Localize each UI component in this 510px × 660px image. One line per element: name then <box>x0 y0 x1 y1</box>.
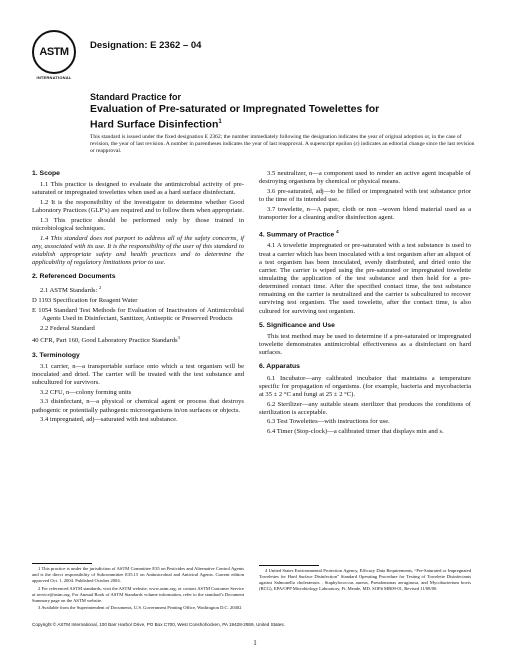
footnotes-right <box>259 568 471 594</box>
astm-standards-label: 2.1 ASTM Standards: <box>40 287 98 295</box>
para-6-3: 6.3 Test Towelettes—with instructions for use. <box>267 418 390 426</box>
footnote-2: 2 For referenced ASTM standards, visit the ASTM website, www.astm.org, or contact ASTM Customer Service at service@astm.org. For Annual Book of ASTM Standards volume information, refer to the standard’s Document Summary page on the ASTM website. <box>32 585 244 603</box>
ref-e1054: E 1054 Standard Test Methods for Evaluation of Inactivators of Antimicrobial Agents Used in Disinfectant, Sanitizer, Antiseptic or Preserved Products <box>32 306 244 323</box>
para-2-1 <box>32 284 244 295</box>
ref-d1193: D 1193 Specification for Reagent Water <box>32 297 138 305</box>
title-kicker: Standard Practice for <box>90 92 182 102</box>
section-heading-terminology: 3. Terminology <box>32 351 80 359</box>
para-3-1: 3.1 carrier, n—a transportable surface onto which a test organism will be inoculated and dried. The carrier will be treated with the test substance and subcultured for survivors. <box>32 362 244 387</box>
title-block <box>90 92 470 132</box>
para-1-2: 1.2 It is the responsibility of the investigator to determine whether Good Laboratory Practices (GLP’s) are required and to follow them when appropriate. <box>32 198 244 215</box>
designation: Designation: E 2362 – 04 <box>90 40 202 51</box>
para-3-7: 3.7 towelette, n—A paper, cloth or non –woven blend material used as a transporter for a cleaning and/or disinfection agent. <box>259 205 471 221</box>
para-6-4: 6.4 Timer (Stop-clock)—a calibrated timer that displays min and s. <box>267 427 444 435</box>
logo-text: ASTM <box>39 46 69 58</box>
footnote-ref-3: 3 <box>177 335 180 341</box>
section-heading-referenced-documents: 2. Referenced Documents <box>32 273 116 281</box>
copyright-line: Copyright © ASTM International, 100 Barr Harbor Drive, PO Box C700, West Conshohocken, PA 19428-2959, United States. <box>32 622 285 627</box>
right-column <box>259 170 471 438</box>
para-1-1: 1.1 This practice is designed to evaluate the antimicrobial activity of pre-saturated or impregnated towelettes when used as a hard surface disinfectant. <box>32 181 244 197</box>
footnote-ref-2: 2 <box>99 285 102 291</box>
section-heading-significance: 5. Significance and Use <box>259 321 335 329</box>
para-3-6: 3.6 pre-saturated, adj—to be filled or impregnated with test substance prior to the time of its intended use. <box>259 187 471 203</box>
footnote-3: 3 Available from the Superintendent of Documents, U.S. Government Printing Office, Washington D.C. 20402 <box>38 605 242 611</box>
para-5-1: This test method may be used to determine if a pre-saturated or impregnated towelette demonstrates antimicrobial effectiveness as a disinfectant on hard surfaces. <box>259 332 471 357</box>
footnote-rule-left <box>32 563 92 564</box>
footnote-4: 4 United States Environmental Protection Agency, Efficacy Data Requirements, “Pre-Saturated or Impregnated Towelettes for Hard Surface Disinfection” Standard Operating Procedure for Testing of Towelette Disinfectants against Salmonella choleraesuis , Staphylococcus aureus, Pseudomonas aeruginosa, and Mycobacterium bovis (BCG), EPA/OPP Microbiology Laboratory, Ft. Meade, MD. SOP# MB09-01, Revised 11/08/00. <box>259 568 471 591</box>
para-6-1: 6.1 Incubator—any calibrated incubator that maintains a temperature specific for propagation of organisms. (for example, bacteria and mycobacteria at 35 ± 2 °C and fungi at 25 ± 2 °C). <box>259 374 471 398</box>
ref-cfr <box>32 334 244 345</box>
issue-note: This standard is issued under the fixed designation E 2362; the number immediately following the designation indicates the year of original adoption or, in the case of revision, the year of last revision. A number in parentheses indicates the year of last reapproval. A superscript epsilon (ε) indicates an editorial change since the last revision or reapproval. <box>90 134 475 155</box>
para-3-5: 3.5 neutralizer, n—a component used to render an active agent incapable of destroying organisms by chemical or physical means. <box>259 170 471 186</box>
para-1-3: 1.3 This practice should be performed only by those trained in microbiological techniques. <box>32 216 244 232</box>
section-heading-scope: 1. Scope <box>32 170 60 177</box>
para-6-2: 6.2 Sterilizer—any suitable steam sterilizer that produces the conditions of sterilization is acceptable. <box>259 400 471 416</box>
left-column <box>32 170 244 426</box>
title-line-2 <box>90 116 470 132</box>
footnotes-left <box>32 566 244 613</box>
footnote-rule-right <box>259 565 319 566</box>
para-3-4: 3.4 impregnated, adj—saturated with test substance. <box>40 416 178 424</box>
title-line-2-text: Hard Surface Disinfection <box>90 118 219 131</box>
para-3-3: 3.3 disinfectant, n—a physical or chemical agent or process that destroys pathogenic or potentially pathogenic microorganisms in/on surfaces or objects. <box>32 398 244 414</box>
astm-logo <box>32 30 76 74</box>
para-4-1: 4.1 A towelette impregnated or pre-saturated with a test substance is used to treat a carrier which has been inoculated with a test organism after an aliquot of a test organism has been inoculated, evenly distributed, and dried onto the carrier. The carrier is wiped using the pre-saturated or impregnated towelette simulating the application of the test substance and then held for a pre-determined contact time. After the specified contact time, the test substance remaining on the carrier is neutralized and the carrier is subcultured to recover surviving test organism. The used towelette, after the contact time, is also cultured for surviving test organism. <box>259 242 471 315</box>
para-1-4: 1.4 This standard does not purport to address all of the safety concerns, if any, associated with its use. It is the responsibility of the user of this standard to establish appropriate safety and health practices and to determine the applicability of regulatory limitations prior to use. <box>32 234 244 267</box>
title-line-1: Evaluation of Pre-saturated or Impregnated Towelettes for <box>90 103 380 115</box>
footnote-ref-4: 4 <box>336 228 339 234</box>
title-footnote-ref: 1 <box>218 119 222 125</box>
section-heading-apparatus: 6. Apparatus <box>259 363 300 371</box>
logo-subtext: INTERNATIONAL <box>36 75 72 80</box>
para-3-2: 3.2 CFU, n—colony forming units <box>40 388 132 396</box>
para-2-2: 2.2 Federal Standard <box>40 324 95 332</box>
ref-cfr-text: 40 CFR, Part 160, Good Laboratory Practice Standards <box>32 337 178 345</box>
section-heading-summary <box>259 228 471 239</box>
summary-heading-text: 4. Summary of Practice <box>259 231 335 239</box>
page-number: 1 <box>253 639 257 647</box>
footnote-1: 1 This practice is under the jurisdiction of ASTM Committee E35 on Pesticides and Alternative Control Agents and is the direct responsibility of Subcommittee E35.15 on Antimicrobial and Antiviral Agents. Current edition approved Oct. 1, 2004. Published October 2004. <box>32 566 244 583</box>
